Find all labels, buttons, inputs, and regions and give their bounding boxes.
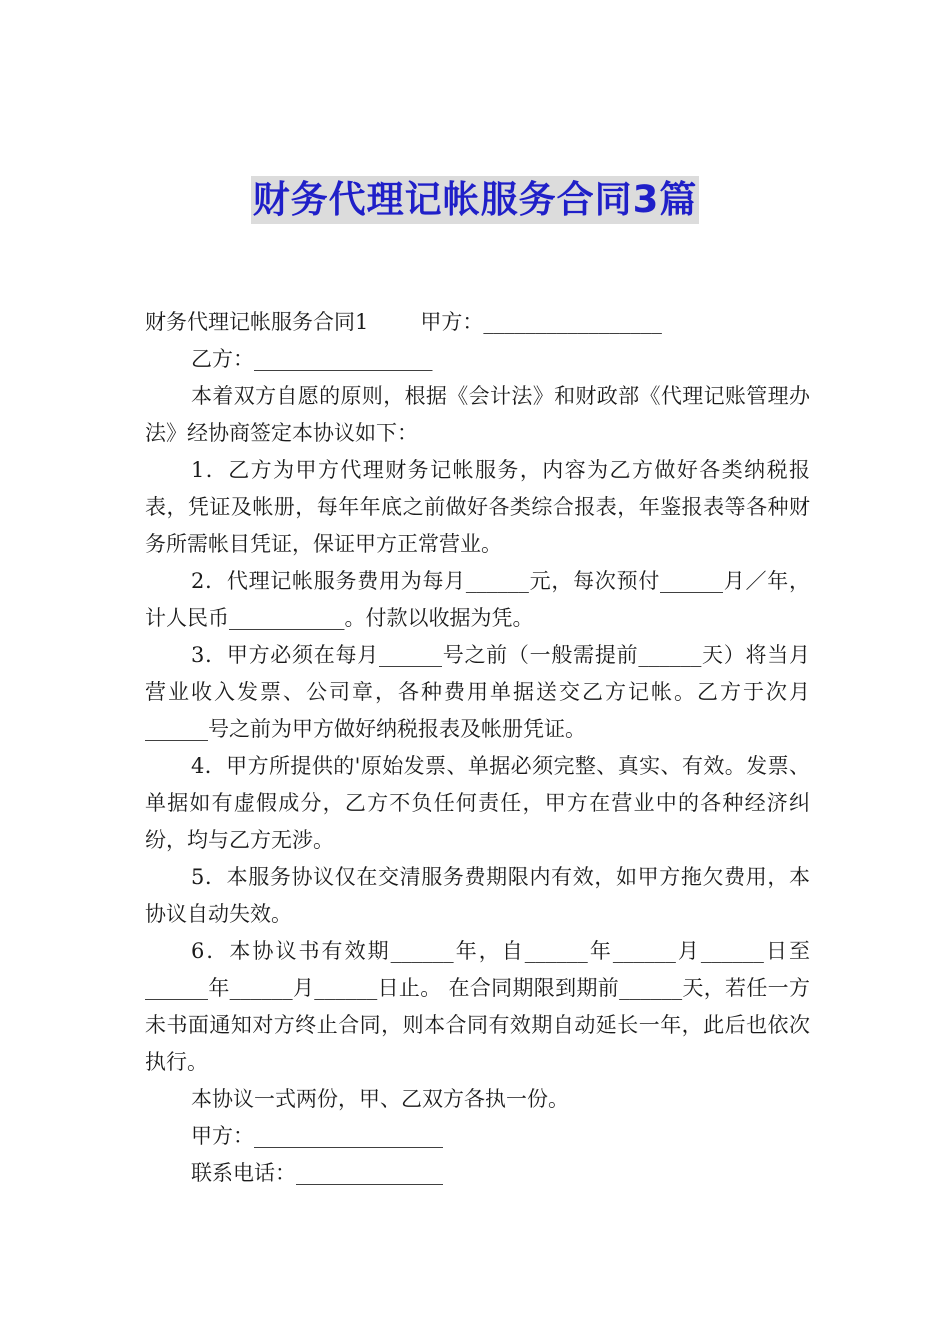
clause-5: 5．本服务协议仅在交清服务费期限内有效，如甲方拖欠费用，本协议自动失效。 (145, 865, 810, 926)
document-body (145, 304, 810, 1192)
copies-statement: 本协议一式两份，甲、乙双方各执一份。 (191, 1087, 569, 1111)
contract-subtitle: 财务代理记帐服务合同1 (145, 310, 369, 334)
contact-phone-field: 联系电话：______________ (191, 1161, 443, 1185)
clause-2: 2．代理记帐服务费用为每月______元，每次预付______月／年，计人民币___________。付款以收据为凭。 (145, 569, 810, 630)
signature-party-a: 甲方：__________________ (191, 1124, 443, 1148)
title-container (0, 176, 950, 224)
clause-3: 3．甲方必须在每月______号之前（一般需提前______天）将当月营业收入发票、公司章，各种费用单据送交乙方记帐。乙方于次月______号之前为甲方做好纳税报表及帐册凭证。 (145, 643, 810, 741)
party-a-field: 甲方：_________________ (420, 310, 662, 334)
clause-6: 6．本协议书有效期______年，自______年______月______日至______年______月______日止。 在合同期限到期前______天，若任一方未书面通知对方终止合同，则本合同有效期自动延长一年，此后也依次执行。 (145, 939, 810, 1074)
contract-heading-line (145, 304, 810, 341)
document-title: 财务代理记帐服务合同3篇 (251, 176, 700, 224)
preamble-paragraph: 本着双方自愿的原则，根据《会计法》和财政部《代理记账管理办法》经协商签定本协议如下： (145, 384, 810, 445)
clause-1: 1．乙方为甲方代理财务记帐服务，内容为乙方做好各类纳税报表，凭证及帐册，每年年底之前做好各类综合报表，年鉴报表等各种财务所需帐目凭证，保证甲方正常营业。 (145, 458, 810, 556)
party-b-field: 乙方：_________________ (191, 347, 433, 371)
clause-4: 4．甲方所提供的'原始发票、单据必须完整、真实、有效。发票、单据如有虚假成分，乙方不负任何责任，甲方在营业中的各种经济纠纷，均与乙方无涉。 (145, 754, 810, 852)
